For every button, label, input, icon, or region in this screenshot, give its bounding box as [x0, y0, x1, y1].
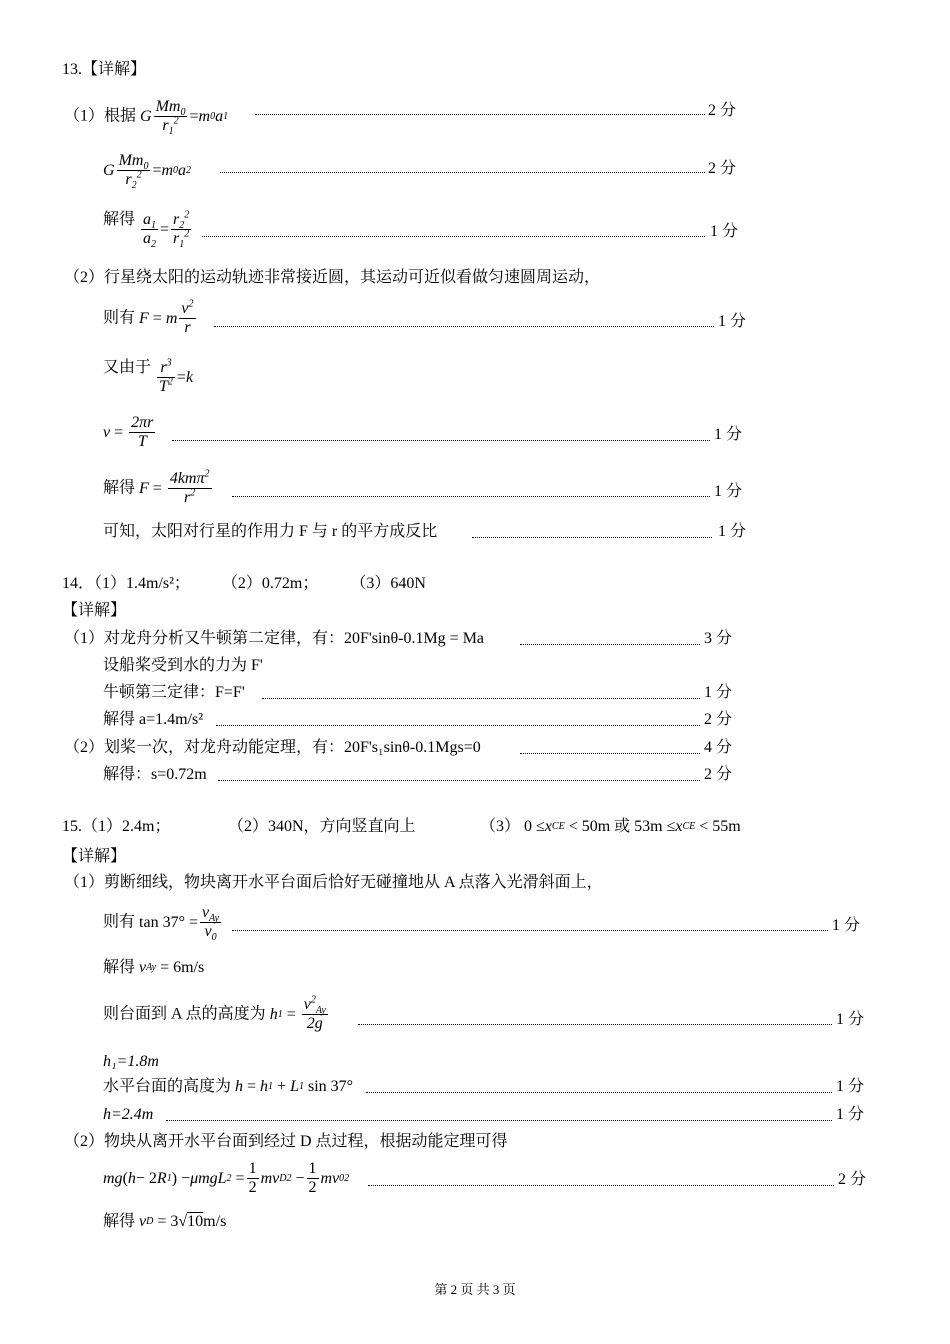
q15-heading-part2: （2）340N，方向竖直向上: [228, 818, 416, 835]
q13-eq7-formula: F = $\frac{4km\pi^2}{r^2}$: [139, 468, 210, 506]
q13-eq4-leader: [214, 326, 714, 327]
q13-eq5-formula: $\frac{r^3}{T^2}$ = k: [159, 357, 194, 395]
q13-eq4-score: 1 分: [718, 313, 747, 330]
q13-eq6-score: 1 分: [714, 426, 743, 443]
q15-eq2-formula: tan 37° = $\frac{v_{Ay}}{v_0}$: [139, 904, 220, 944]
q14-line2: 设船桨受到水的力为 F': [103, 657, 263, 674]
q13-eq6-leader: [172, 440, 710, 441]
q15-eq4-line: [103, 996, 330, 1033]
q13-eq5-line: [103, 358, 193, 396]
q15-heading-part3: [480, 817, 741, 837]
q14-line6: 解得：s=0.72m: [103, 766, 207, 783]
q13-eq1-leader: [255, 114, 705, 115]
q15-heading-part3-label: （3）: [480, 818, 521, 835]
q15-eq3-line: [103, 958, 204, 978]
q15-eq6-leader: [366, 1092, 832, 1093]
q14-line1-leader: [520, 644, 700, 645]
q15-eq3-formula: v Ay = 6m/s: [139, 959, 205, 976]
q13-eq7-score: 1 分: [714, 483, 743, 500]
q14-line5-score: 4 分: [704, 739, 733, 756]
q14-line6-score: 2 分: [704, 766, 733, 783]
q13-eq3-formula: $\frac{a_1}{a_2}$ = $\frac{r_2^2}{r_1^2}$: [143, 209, 190, 251]
q13-eq7-line: [103, 470, 214, 507]
q13-eq4-line: [103, 300, 198, 337]
q15-line5: h₁=1.8m: [103, 1053, 159, 1070]
q15-eq3-prefix: 解得: [103, 959, 136, 976]
q13-eq2-formula: G $\frac{Mm_0}{r_2^2}$ = m 0 a 2: [103, 152, 192, 192]
q15-eq4-prefix: 则台面到 A 点的高度为: [103, 1005, 266, 1023]
q13-eq1-formula: G $\frac{Mm_0}{r_1^2}$ = m 0 a 1: [140, 98, 229, 138]
q14-line5-leader: [520, 753, 700, 754]
q15-eq2-line: [103, 904, 223, 944]
q13-conclusion: 可知，太阳对行星的作用力 F 与 r 的平方成反比: [103, 523, 438, 540]
q14-line6-leader: [218, 780, 700, 781]
page-footer: 第 2 页 共 3 页: [434, 1282, 516, 1297]
q15-heading-part1: 15.（1）2.4m；: [62, 818, 171, 835]
q13-part2-text: （2）行星绕太阳的运动轨迹非常接近圆，其运动可近似看做匀速圆周运动，: [64, 269, 601, 286]
q14-detail-label: 【详解】: [62, 602, 127, 619]
q14-heading: 14．（1）1.4m/s²； （2）0.72m； （3）640N: [62, 575, 426, 592]
q14-line1: （1）对龙舟分析又牛顿第二定律，有：20F'sinθ-0.1Mg = Ma: [64, 630, 485, 647]
q15-eq9-leader: [368, 1185, 834, 1186]
q15-eq10-prefix: 解得: [103, 1213, 136, 1230]
q14-line3-leader: [262, 698, 700, 699]
q15-line1: （1）剪断细线，物块离开水平台面后恰好无碰撞地从 A 点落入光滑斜面上，: [64, 874, 603, 891]
q15-eq9-line: [103, 1160, 349, 1197]
q13-eq1-line: [64, 98, 229, 138]
q13-eq1-prefix: （1）根据: [64, 107, 137, 125]
q15-eq4-score: 1 分: [836, 1011, 865, 1028]
q14-line5: （2）划桨一次，对龙舟动能定理，有：20F's₁sinθ-0.1Mgs=0: [64, 739, 481, 756]
q13-eq4-formula: F = m $\frac{v^2}{r}$: [139, 298, 194, 336]
q13-eq5-prefix: 又由于: [103, 359, 152, 376]
q13-eq7-prefix: 解得: [103, 479, 136, 497]
q13-eq6-formula: v = $\frac{2\pi r}{T}$: [103, 414, 154, 450]
q13-eq2-leader: [220, 172, 705, 173]
q15-eq10-formula: v D = 3√10m/s: [139, 1213, 227, 1230]
q14-line1-score: 3 分: [704, 630, 733, 647]
q15-eq4-leader: [358, 1024, 832, 1025]
q13-eq3-line: [103, 209, 193, 251]
q15-detail-label: 【详解】: [62, 848, 127, 865]
q15-line7: h=2.4m: [103, 1106, 154, 1123]
q15-eq6-line: [103, 1077, 353, 1097]
q15-line7-leader: [166, 1120, 832, 1121]
q15-eq2-leader: [232, 930, 828, 931]
q15-eq6-prefix: 水平台面的高度为: [103, 1078, 232, 1095]
q15-answer3-formula: 0 ≤ x CE < 50m 或 53m ≤ x CE < 55m: [524, 818, 741, 835]
q13-eq4-prefix: 则有: [103, 309, 136, 327]
q15-line7-score: 1 分: [836, 1106, 865, 1123]
q13-eq2-line: [103, 152, 192, 192]
q15-eq6-score: 1 分: [836, 1078, 865, 1095]
q15-eq2-prefix: 则有: [103, 913, 136, 931]
q13-eq2-score: 2 分: [708, 160, 737, 177]
q14-line4-score: 2 分: [704, 711, 733, 728]
q14-line4-leader: [216, 725, 700, 726]
q15-eq9-formula: mg ( h − 2 R 1 ) − μmgL 2 = $\frac{1}{2}$ mv D 2 − $\frac{1}{2}$ mv 0 2: [103, 1160, 350, 1196]
q14-line4: 解得 a=1.4m/s²: [103, 711, 204, 728]
q15-eq6-formula: h = h 1 + L 1 sin 37°: [235, 1078, 354, 1095]
q15-eq4-formula: h 1 = $\frac{v^2_{Ay}}{2g}$: [269, 994, 326, 1032]
q13-eq3-leader: [202, 236, 705, 237]
q13-eq1-score: 2 分: [708, 102, 737, 119]
q13-eq3-score: 1 分: [710, 223, 739, 240]
q13-heading: 13.【详解】: [62, 61, 147, 78]
q15-eq2-score: 1 分: [832, 917, 861, 934]
q15-eq9-score: 2 分: [838, 1171, 867, 1188]
q13-eq6-line: [103, 414, 157, 451]
q14-line3-score: 1 分: [704, 684, 733, 701]
q13-eq7-leader: [232, 496, 710, 497]
q15-line8: （2）物块从离开水平台面到经过 D 点过程，根据动能定理可得: [64, 1133, 508, 1150]
q13-eq3-prefix: 解得: [103, 211, 136, 228]
q13-conclusion-score: 1 分: [718, 523, 747, 540]
q14-line3: 牛顿第三定律：F=F': [103, 684, 245, 701]
q15-eq10-line: [103, 1212, 226, 1232]
q13-conclusion-leader: [472, 537, 712, 538]
